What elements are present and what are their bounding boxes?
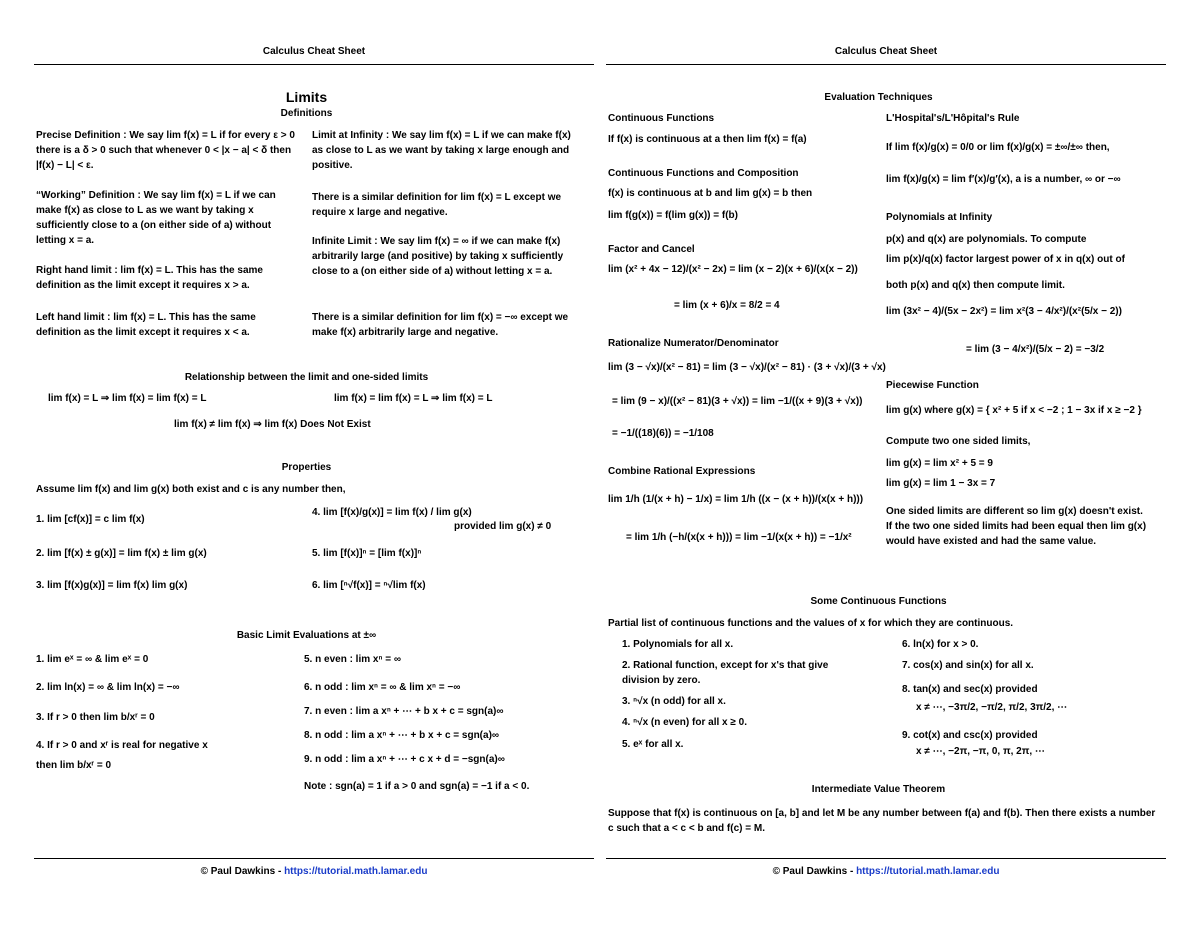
some-continuous-intro: Partial list of continuous functions and the values of x for which they are continuous.	[608, 618, 1014, 629]
basic-limit-4: 4. If r > 0 and xʳ is real for negative x	[36, 740, 208, 751]
basic-limit-2: 2. lim ln(x) = ∞ & lim ln(x) = −∞	[36, 682, 180, 693]
header-divider	[606, 64, 1166, 65]
rationalize-heading: Rationalize Numerator/Denominator	[608, 338, 779, 349]
properties-assumption: Assume lim f(x) and lim g(x) both exist and c is any number then,	[36, 484, 346, 495]
continuous-item-8: 8. tan(x) and sec(x) provided	[902, 684, 1038, 695]
continuous-item-9-cont: x ≠ ⋯, −2π, −π, 0, π, 2π, ⋯	[916, 746, 1045, 757]
basic-limit-7: 7. n even : lim a xⁿ + ⋯ + b x + c = sgn(a)∞	[304, 706, 504, 717]
continuous-item-4: 4. ⁿ√x (n even) for all x ≥ 0.	[622, 717, 747, 728]
property-4: 4. lim [f(x)/g(x)] = lim f(x) / lim g(x)	[312, 507, 472, 518]
basic-limit-1: 1. lim eˣ = ∞ & lim eˣ = 0	[36, 654, 149, 665]
property-2: 2. lim [f(x) ± g(x)] = lim f(x) ± lim g(x)	[36, 548, 207, 559]
property-5: 5. lim [f(x)]ⁿ = [lim f(x)]ⁿ	[312, 548, 422, 559]
lhopital-line-1: If lim f(x)/g(x) = 0/0 or lim f(x)/g(x) = ±∞/±∞ then,	[886, 142, 1110, 153]
piecewise-line-3: lim g(x) = lim x² + 5 = 9	[886, 458, 993, 469]
piecewise-line-1: lim g(x) where g(x) = { x² + 5 if x < −2 ; 1 − 3x if x ≥ −2 }	[886, 405, 1142, 416]
right-hand-limit: Right hand limit : lim f(x) = L. This has the same definition as the limit except it requires x > a.	[36, 265, 263, 291]
factor-cancel-line-1: lim (x² + 4x − 12)/(x² − 2x) = lim (x − 2)(x + 6)/(x(x − 2))	[608, 264, 858, 275]
right-page-footer	[606, 866, 1166, 877]
footer-author: © Paul Dawkins -	[772, 866, 857, 877]
ivt-heading: Intermediate Value Theorem	[811, 784, 946, 795]
continuous-functions-text: If f(x) is continuous at a then lim f(x) = f(a)	[608, 134, 807, 145]
polynomials-heading: Polynomials at Infinity	[886, 212, 993, 223]
properties-heading: Properties	[281, 462, 332, 473]
working-definition: “Working” Definition : We say lim f(x) = L if we can make f(x) as close to L as we want by taking x sufficiently close to a (on either side of a) without letting x = a.	[36, 190, 276, 246]
left-page	[34, 0, 594, 927]
continuous-item-1: 1. Polynomials for all x.	[622, 639, 734, 650]
limits-title: Limits	[285, 89, 328, 105]
property-4-provision: provided lim g(x) ≠ 0	[454, 521, 552, 532]
similar-definition-neg-infinity: There is a similar definition for lim f(x) = −∞ except we make f(x) arbitrarily large and negative.	[312, 312, 569, 338]
left-hand-limit: Left hand limit : lim f(x) = L. This has the same definition as the limit except it requires x < a.	[36, 312, 256, 338]
combine-heading: Combine Rational Expressions	[608, 466, 756, 477]
composition-text-1: f(x) is continuous at b and lim g(x) = b then	[608, 188, 813, 199]
continuous-item-5: 5. eˣ for all x.	[622, 739, 684, 750]
piecewise-explanation: One sided limits are different so lim g(x) doesn't exist. If the two one sided limits had been equal then lim g(x) would have existed and had the same value.	[886, 506, 1147, 547]
some-continuous-heading: Some Continuous Functions	[810, 596, 947, 607]
right-page-header: Calculus Cheat Sheet	[834, 46, 938, 57]
piecewise-heading: Piecewise Function	[886, 380, 979, 391]
ivt-text: Suppose that f(x) is continuous on [a, b] and let M be any number between f(a) and f(b). Then there exists a number c such that a < c < b and f(c) = M.	[608, 808, 1156, 834]
continuous-item-9: 9. cot(x) and csc(x) provided	[902, 730, 1038, 741]
lhopital-line-2: lim f(x)/g(x) = lim f′(x)/g′(x), a is a number, ∞ or −∞	[886, 174, 1121, 185]
similar-definition-negative: There is a similar definition for lim f(x) = L except we require x large and negative.	[312, 192, 562, 218]
basic-limit-5: 5. n even : lim xⁿ = ∞	[304, 654, 401, 665]
header-divider	[34, 64, 594, 65]
factor-cancel-heading: Factor and Cancel	[608, 244, 695, 255]
precise-definition: Precise Definition : We say lim f(x) = L if for every ε > 0 there is a δ > 0 such that whenever 0 < |x − a| < δ then |f(x) − L| < ε.	[36, 130, 295, 171]
rationalize-line-1: lim (3 − √x)/(x² − 81) = lim (3 − √x)/(x² − 81) · (3 + √x)/(3 + √x)	[608, 362, 886, 373]
footer-link[interactable]: https://tutorial.math.lamar.edu	[284, 866, 428, 877]
composition-heading: Continuous Functions and Composition	[608, 168, 799, 179]
continuous-functions-heading: Continuous Functions	[608, 113, 715, 124]
lhopital-heading: L'Hospital's/L'Hôpital's Rule	[886, 113, 1020, 124]
basic-limit-6: 6. n odd : lim xⁿ = ∞ & lim xⁿ = −∞	[304, 682, 461, 693]
piecewise-line-2: Compute two one sided limits,	[886, 436, 1031, 447]
continuous-item-7: 7. cos(x) and sin(x) for all x.	[902, 660, 1034, 671]
polynomials-line-5: = lim (3 − 4/x²)/(5/x − 2) = −3/2	[966, 344, 1105, 355]
continuous-item-6: 6. ln(x) for x > 0.	[902, 639, 979, 650]
relationship-formula-1: lim f(x) = L ⇒ lim f(x) = lim f(x) = L	[48, 393, 207, 404]
combine-line-1: lim 1/h (1/(x + h) − 1/x) = lim 1/h ((x − (x + h))/(x(x + h)))	[608, 494, 864, 505]
relationship-formula-3: lim f(x) ≠ lim f(x) ⇒ lim f(x) Does Not Exist	[174, 419, 371, 430]
combine-line-2: = lim 1/h (−h/(x(x + h))) = lim −1/(x(x + h)) = −1/x²	[626, 532, 852, 543]
continuous-item-3: 3. ⁿ√x (n odd) for all x.	[622, 696, 726, 707]
footer-author: © Paul Dawkins -	[200, 866, 285, 877]
infinite-limit: Infinite Limit : We say lim f(x) = ∞ if we can make f(x) arbitrarily large (and positive) by taking x sufficiently close to a (on either side of a) without letting x = a.	[312, 236, 564, 277]
polynomials-line-3: both p(x) and q(x) then compute limit.	[886, 280, 1065, 291]
rationalize-line-3: = −1/((18)(6)) = −1/108	[612, 428, 714, 439]
evaluation-heading: Evaluation Techniques	[824, 92, 933, 103]
relationship-formula-2: lim f(x) = lim f(x) = L ⇒ lim f(x) = L	[334, 393, 493, 404]
polynomials-line-1: p(x) and q(x) are polynomials. To compute	[886, 234, 1087, 245]
factor-cancel-line-2: = lim (x + 6)/x = 8/2 = 4	[674, 300, 780, 311]
relationship-heading: Relationship between the limit and one-sided limits	[184, 372, 429, 383]
continuous-item-2: 2. Rational function, except for x's that give division by zero.	[622, 660, 829, 686]
basic-limit-3: 3. If r > 0 then lim b/xʳ = 0	[36, 712, 155, 723]
basic-limits-heading: Basic Limit Evaluations at ±∞	[236, 630, 377, 641]
basic-limit-8: 8. n odd : lim a xⁿ + ⋯ + b x + c = sgn(a)∞	[304, 730, 500, 741]
right-page	[606, 0, 1166, 927]
composition-text-2: lim f(g(x)) = f(lim g(x)) = f(b)	[608, 210, 738, 221]
footer-link[interactable]: https://tutorial.math.lamar.edu	[856, 866, 1000, 877]
limit-at-infinity: Limit at Infinity : We say lim f(x) = L if we can make f(x) as close to L as we want by taking x large enough and positive.	[312, 130, 571, 171]
polynomials-line-2: lim p(x)/q(x) factor largest power of x in q(x) out of	[886, 254, 1125, 265]
basic-limit-9: 9. n odd : lim a xⁿ + ⋯ + c x + d = −sgn(a)∞	[304, 754, 505, 765]
footer-divider	[34, 858, 594, 859]
rationalize-line-2: = lim (9 − x)/((x² − 81)(3 + √x)) = lim −1/((x + 9)(3 + √x))	[612, 396, 863, 407]
property-1: 1. lim [cf(x)] = c lim f(x)	[36, 514, 145, 525]
polynomials-line-4: lim (3x² − 4)/(5x − 2x²) = lim x²(3 − 4/x²)/(x²(5/x − 2))	[886, 306, 1122, 317]
footer-divider	[606, 858, 1166, 859]
piecewise-line-4: lim g(x) = lim 1 − 3x = 7	[886, 478, 996, 489]
sgn-note: Note : sgn(a) = 1 if a > 0 and sgn(a) = −1 if a < 0.	[304, 781, 530, 792]
left-page-footer	[34, 866, 594, 877]
continuous-item-8-cont: x ≠ ⋯, −3π/2, −π/2, π/2, 3π/2, ⋯	[916, 702, 1068, 713]
basic-limit-4-cont: then lim b/xʳ = 0	[36, 760, 112, 771]
property-6: 6. lim [ⁿ√f(x)] = ⁿ√lim f(x)	[312, 580, 426, 591]
property-3: 3. lim [f(x)g(x)] = lim f(x) lim g(x)	[36, 580, 188, 591]
definitions-heading: Definitions	[280, 108, 333, 119]
left-page-header: Calculus Cheat Sheet	[262, 46, 366, 57]
